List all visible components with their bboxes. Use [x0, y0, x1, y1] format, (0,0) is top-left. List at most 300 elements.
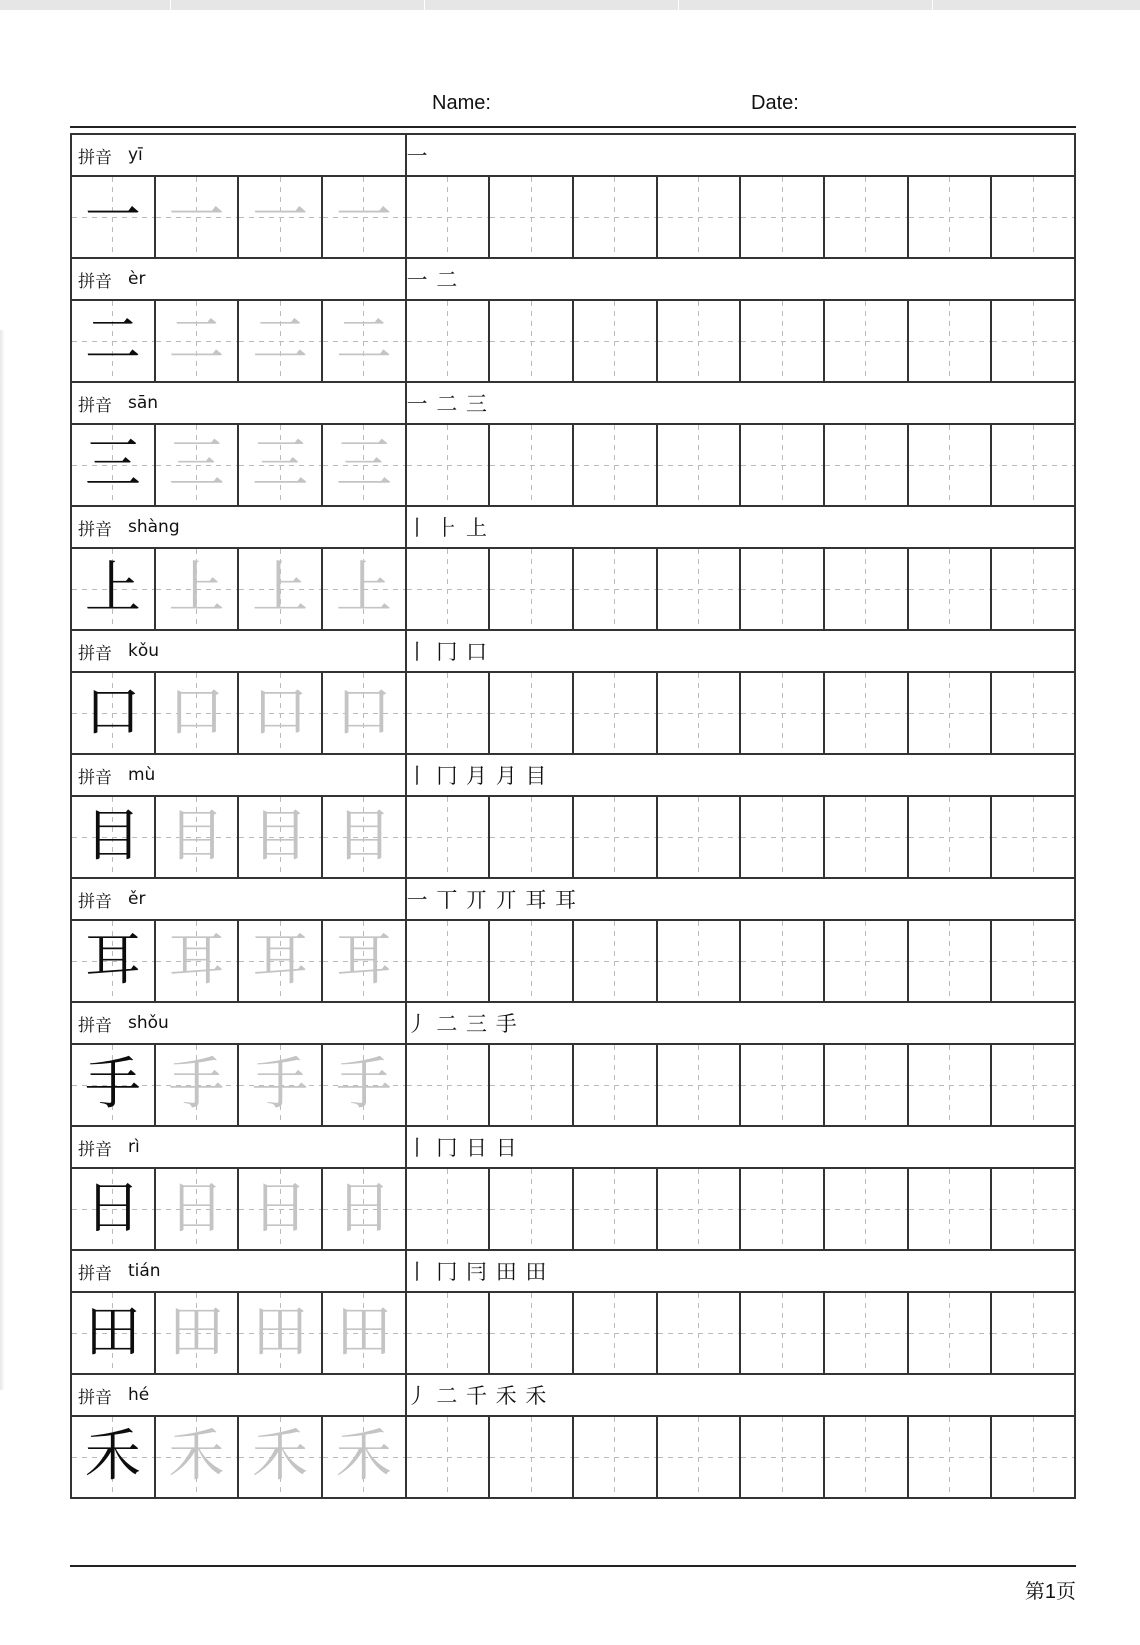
practice-cell[interactable]	[992, 1169, 1074, 1249]
practice-cell[interactable]	[407, 425, 489, 505]
practice-box[interactable]	[489, 424, 573, 506]
practice-cell[interactable]	[574, 921, 656, 1001]
practice-box[interactable]	[406, 424, 490, 506]
trace-character: 三	[239, 425, 321, 505]
trace-character: 日	[239, 1169, 321, 1249]
practice-cell[interactable]	[490, 797, 572, 877]
practice-cell[interactable]	[909, 425, 991, 505]
practice-box[interactable]	[406, 796, 490, 878]
practice-cell[interactable]	[992, 425, 1074, 505]
trace-box	[238, 176, 322, 258]
stroke-order: 丨 冂 口	[406, 630, 1075, 672]
practice-cell[interactable]	[825, 1293, 907, 1373]
practice-cell[interactable]	[909, 1293, 991, 1373]
practice-box[interactable]	[824, 796, 908, 878]
practice-cell[interactable]	[741, 1045, 823, 1125]
practice-cell[interactable]	[407, 673, 489, 753]
practice-box[interactable]	[991, 796, 1075, 878]
pinyin-text: hé	[128, 1385, 150, 1405]
stroke-order: 一 丅 丌 丌 耳 耳	[406, 878, 1075, 920]
stroke-order: 一 二 三	[406, 382, 1075, 424]
model-character: 耳	[72, 921, 154, 1001]
practice-box[interactable]	[657, 548, 741, 630]
practice-box[interactable]	[740, 424, 824, 506]
practice-box[interactable]	[908, 672, 992, 754]
footer-rule	[70, 1565, 1076, 1567]
practice-cell[interactable]	[909, 177, 991, 257]
practice-box[interactable]	[657, 1044, 741, 1126]
pinyin-text: shàng	[128, 517, 180, 537]
tab-segment	[679, 0, 933, 10]
practice-cell[interactable]	[574, 549, 656, 629]
practice-box[interactable]	[824, 1044, 908, 1126]
trace-character: 手	[156, 1045, 238, 1125]
practice-box[interactable]	[824, 300, 908, 382]
practice-box[interactable]	[908, 796, 992, 878]
practice-cell[interactable]	[992, 797, 1074, 877]
practice-box[interactable]	[406, 176, 490, 258]
practice-box[interactable]	[740, 300, 824, 382]
practice-box[interactable]	[991, 300, 1075, 382]
practice-box[interactable]	[657, 672, 741, 754]
pinyin-cell	[71, 506, 406, 548]
practice-cell[interactable]	[407, 301, 489, 381]
practice-box[interactable]	[489, 1044, 573, 1126]
pinyin-text: rì	[128, 1137, 140, 1157]
practice-box[interactable]	[824, 1292, 908, 1374]
practice-box[interactable]	[740, 1292, 824, 1374]
practice-box[interactable]	[824, 424, 908, 506]
practice-box[interactable]	[991, 672, 1075, 754]
trace-character: 日	[156, 1169, 238, 1249]
pinyin-text: shǒu	[128, 1013, 169, 1033]
pinyin-cell	[71, 1126, 406, 1168]
trace-box	[238, 1168, 322, 1250]
practice-cell[interactable]	[658, 549, 740, 629]
model-box	[71, 176, 155, 258]
practice-box[interactable]	[406, 1292, 490, 1374]
practice-cell[interactable]	[992, 1417, 1074, 1497]
practice-cell[interactable]	[574, 301, 656, 381]
practice-cell[interactable]	[992, 1045, 1074, 1125]
practice-cell[interactable]	[825, 921, 907, 1001]
practice-box[interactable]	[573, 1292, 657, 1374]
practice-box[interactable]	[991, 920, 1075, 1002]
model-character: 目	[72, 797, 154, 877]
trace-box	[238, 300, 322, 382]
practice-box[interactable]	[573, 300, 657, 382]
practice-box[interactable]	[740, 548, 824, 630]
trace-box	[155, 1416, 239, 1498]
practice-cell[interactable]	[825, 1045, 907, 1125]
pinyin-row	[71, 506, 1075, 548]
model-box	[71, 796, 155, 878]
trace-character: 口	[156, 673, 238, 753]
practice-box[interactable]	[740, 176, 824, 258]
trace-box	[155, 176, 239, 258]
practice-box[interactable]	[908, 300, 992, 382]
practice-cell[interactable]	[574, 425, 656, 505]
trace-box	[238, 1416, 322, 1498]
practice-cell[interactable]	[490, 673, 572, 753]
character-row	[71, 1416, 1075, 1498]
practice-cell[interactable]	[741, 177, 823, 257]
trace-box	[155, 1044, 239, 1126]
practice-cell[interactable]	[825, 797, 907, 877]
trace-character: 口	[323, 673, 405, 753]
practice-cell[interactable]	[490, 301, 572, 381]
practice-box[interactable]	[991, 1168, 1075, 1250]
trace-character: 上	[323, 549, 405, 629]
practice-box[interactable]	[573, 548, 657, 630]
practice-cell[interactable]	[658, 1045, 740, 1125]
practice-box[interactable]	[991, 176, 1075, 258]
practice-box[interactable]	[657, 424, 741, 506]
trace-character: 田	[156, 1293, 238, 1373]
tab-segment	[0, 0, 171, 10]
pinyin-row	[71, 878, 1075, 920]
practice-cell[interactable]	[741, 1293, 823, 1373]
practice-cell[interactable]	[407, 1045, 489, 1125]
pinyin-text: yī	[128, 145, 143, 165]
pinyin-label: 拼音	[78, 519, 112, 540]
trace-box	[322, 300, 406, 382]
practice-cell[interactable]	[825, 177, 907, 257]
practice-cell[interactable]	[992, 549, 1074, 629]
practice-cell[interactable]	[490, 1417, 572, 1497]
practice-cell[interactable]	[741, 1169, 823, 1249]
practice-box[interactable]	[406, 920, 490, 1002]
practice-box[interactable]	[657, 176, 741, 258]
practice-cell[interactable]	[658, 177, 740, 257]
trace-character: 目	[323, 797, 405, 877]
pinyin-label: 拼音	[78, 1139, 112, 1160]
trace-box	[238, 1292, 322, 1374]
trace-character: 二	[323, 301, 405, 381]
trace-box	[155, 1168, 239, 1250]
pinyin-text: èr	[128, 269, 146, 289]
practice-cell[interactable]	[909, 1045, 991, 1125]
practice-box[interactable]	[657, 1168, 741, 1250]
practice-cell[interactable]	[574, 177, 656, 257]
trace-character: 目	[239, 797, 321, 877]
model-character: 一	[72, 177, 154, 257]
practice-box[interactable]	[991, 1416, 1075, 1498]
trace-character: 一	[239, 177, 321, 257]
stroke-order: 一 二	[406, 258, 1075, 300]
practice-cell[interactable]	[574, 1293, 656, 1373]
practice-cell[interactable]	[825, 549, 907, 629]
tab-segment	[425, 0, 679, 10]
practice-box[interactable]	[740, 672, 824, 754]
pinyin-label: 拼音	[78, 1263, 112, 1284]
character-row	[71, 176, 1075, 258]
practice-box[interactable]	[406, 1044, 490, 1126]
practice-box[interactable]	[740, 1416, 824, 1498]
model-box	[71, 1044, 155, 1126]
practice-cell[interactable]	[407, 177, 489, 257]
practice-cell[interactable]	[992, 1293, 1074, 1373]
practice-box[interactable]	[406, 1168, 490, 1250]
trace-box	[238, 424, 322, 506]
practice-box[interactable]	[406, 672, 490, 754]
practice-box[interactable]	[657, 300, 741, 382]
pinyin-text: sān	[128, 393, 159, 413]
pinyin-cell	[71, 630, 406, 672]
practice-cell[interactable]	[490, 425, 572, 505]
practice-box[interactable]	[908, 1168, 992, 1250]
stroke-order: 一	[406, 134, 1075, 176]
practice-cell[interactable]	[825, 425, 907, 505]
practice-cell[interactable]	[992, 921, 1074, 1001]
practice-box[interactable]	[908, 176, 992, 258]
pinyin-row	[71, 258, 1075, 300]
trace-box	[322, 424, 406, 506]
practice-cell[interactable]	[741, 1417, 823, 1497]
character-row	[71, 796, 1075, 878]
practice-box[interactable]	[489, 1416, 573, 1498]
practice-cell[interactable]	[407, 1417, 489, 1497]
practice-box[interactable]	[489, 176, 573, 258]
practice-cell[interactable]	[825, 301, 907, 381]
practice-cell[interactable]	[909, 1417, 991, 1497]
practice-box[interactable]	[740, 1044, 824, 1126]
practice-cell[interactable]	[825, 1169, 907, 1249]
model-character: 口	[72, 673, 154, 753]
model-box	[71, 920, 155, 1002]
pinyin-label: 拼音	[78, 395, 112, 416]
stroke-order: 丨 冂 冃 田 田	[406, 1250, 1075, 1292]
stroke-order: 丿 二 三 手	[406, 1002, 1075, 1044]
trace-box	[238, 548, 322, 630]
practice-cell[interactable]	[909, 921, 991, 1001]
practice-cell[interactable]	[574, 673, 656, 753]
practice-box[interactable]	[489, 300, 573, 382]
practice-box[interactable]	[489, 672, 573, 754]
pinyin-cell	[71, 134, 406, 176]
practice-box[interactable]	[824, 1168, 908, 1250]
model-character: 田	[72, 1293, 154, 1373]
model-character: 日	[72, 1169, 154, 1249]
trace-character: 日	[323, 1169, 405, 1249]
trace-character: 手	[323, 1045, 405, 1125]
practice-cell[interactable]	[490, 921, 572, 1001]
practice-box[interactable]	[740, 920, 824, 1002]
pinyin-cell	[71, 258, 406, 300]
pinyin-cell	[71, 1374, 406, 1416]
practice-cell[interactable]	[490, 1045, 572, 1125]
practice-cell[interactable]	[574, 1045, 656, 1125]
practice-box[interactable]	[824, 176, 908, 258]
practice-cell[interactable]	[741, 425, 823, 505]
practice-cell[interactable]	[909, 549, 991, 629]
pinyin-row	[71, 382, 1075, 424]
trace-character: 目	[156, 797, 238, 877]
model-box	[71, 1292, 155, 1374]
model-box	[71, 1168, 155, 1250]
model-character: 禾	[72, 1417, 154, 1497]
practice-box[interactable]	[740, 796, 824, 878]
practice-cell[interactable]	[574, 1417, 656, 1497]
trace-character: 二	[239, 301, 321, 381]
practice-box[interactable]	[573, 424, 657, 506]
practice-box[interactable]	[573, 176, 657, 258]
practice-cell[interactable]	[574, 797, 656, 877]
practice-cell[interactable]	[407, 797, 489, 877]
practice-box[interactable]	[908, 1292, 992, 1374]
trace-character: 禾	[239, 1417, 321, 1497]
practice-box[interactable]	[489, 548, 573, 630]
trace-character: 一	[156, 177, 238, 257]
practice-cell[interactable]	[741, 549, 823, 629]
page-edge-shadow	[0, 330, 5, 1390]
practice-cell[interactable]	[909, 301, 991, 381]
practice-box[interactable]	[489, 1292, 573, 1374]
pinyin-row	[71, 630, 1075, 672]
practice-box[interactable]	[573, 1416, 657, 1498]
practice-cell[interactable]	[741, 797, 823, 877]
practice-box[interactable]	[489, 796, 573, 878]
practice-box[interactable]	[573, 796, 657, 878]
stroke-order: 丿 二 千 禾 禾	[406, 1374, 1075, 1416]
pinyin-text: mù	[128, 765, 156, 785]
page-number: 第1页	[1024, 1581, 1076, 1603]
pinyin-label: 拼音	[78, 1387, 112, 1408]
practice-cell[interactable]	[407, 1293, 489, 1373]
trace-character: 上	[239, 549, 321, 629]
practice-cell[interactable]	[658, 921, 740, 1001]
model-box	[71, 1416, 155, 1498]
practice-box[interactable]	[573, 1168, 657, 1250]
pinyin-cell	[71, 382, 406, 424]
trace-box	[322, 1044, 406, 1126]
model-box	[71, 548, 155, 630]
model-box	[71, 424, 155, 506]
practice-cell[interactable]	[658, 1293, 740, 1373]
practice-box[interactable]	[991, 1044, 1075, 1126]
practice-box[interactable]	[657, 920, 741, 1002]
trace-character: 一	[323, 177, 405, 257]
practice-cell[interactable]	[658, 1417, 740, 1497]
practice-box[interactable]	[573, 920, 657, 1002]
trace-box	[238, 920, 322, 1002]
practice-box[interactable]	[657, 796, 741, 878]
practice-box[interactable]	[489, 1168, 573, 1250]
trace-character: 二	[156, 301, 238, 381]
name-label: Name:	[432, 92, 491, 114]
practice-cell[interactable]	[825, 673, 907, 753]
practice-cell[interactable]	[741, 301, 823, 381]
practice-cell[interactable]	[825, 1417, 907, 1497]
practice-box[interactable]	[991, 548, 1075, 630]
practice-box[interactable]	[908, 548, 992, 630]
practice-box[interactable]	[908, 1416, 992, 1498]
trace-character: 三	[323, 425, 405, 505]
practice-box[interactable]	[573, 1044, 657, 1126]
practice-cell[interactable]	[490, 549, 572, 629]
practice-cell[interactable]	[658, 301, 740, 381]
practice-box[interactable]	[991, 1292, 1075, 1374]
practice-cell[interactable]	[407, 1169, 489, 1249]
character-row	[71, 300, 1075, 382]
practice-box[interactable]	[489, 920, 573, 1002]
model-character: 三	[72, 425, 154, 505]
date-label: Date:	[751, 92, 799, 114]
pinyin-row	[71, 754, 1075, 796]
practice-box[interactable]	[573, 672, 657, 754]
practice-cell[interactable]	[490, 177, 572, 257]
practice-box[interactable]	[406, 300, 490, 382]
trace-box	[238, 672, 322, 754]
practice-box[interactable]	[908, 424, 992, 506]
trace-box	[155, 424, 239, 506]
practice-box[interactable]	[824, 672, 908, 754]
trace-box	[155, 300, 239, 382]
trace-character: 耳	[156, 921, 238, 1001]
practice-cell[interactable]	[992, 177, 1074, 257]
model-box	[71, 300, 155, 382]
practice-box[interactable]	[908, 1044, 992, 1126]
practice-cell[interactable]	[909, 1169, 991, 1249]
practice-cell[interactable]	[992, 673, 1074, 753]
practice-cell[interactable]	[909, 797, 991, 877]
practice-box[interactable]	[406, 1416, 490, 1498]
trace-box	[155, 796, 239, 878]
practice-cell[interactable]	[407, 549, 489, 629]
practice-box[interactable]	[406, 548, 490, 630]
practice-box[interactable]	[657, 1416, 741, 1498]
trace-box	[322, 672, 406, 754]
tab-segment	[171, 0, 425, 10]
practice-box[interactable]	[824, 1416, 908, 1498]
trace-character: 口	[239, 673, 321, 753]
practice-box[interactable]	[657, 1292, 741, 1374]
trace-box	[322, 1292, 406, 1374]
practice-cell[interactable]	[658, 673, 740, 753]
trace-character: 上	[156, 549, 238, 629]
practice-cell[interactable]	[658, 797, 740, 877]
character-row	[71, 424, 1075, 506]
trace-character: 禾	[156, 1417, 238, 1497]
practice-box[interactable]	[991, 424, 1075, 506]
pinyin-cell	[71, 1002, 406, 1044]
practice-cell[interactable]	[658, 425, 740, 505]
pinyin-label: 拼音	[78, 1015, 112, 1036]
practice-cell[interactable]	[658, 1169, 740, 1249]
practice-cell[interactable]	[992, 301, 1074, 381]
pinyin-label: 拼音	[78, 767, 112, 788]
trace-box	[155, 1292, 239, 1374]
practice-cell[interactable]	[407, 921, 489, 1001]
character-row	[71, 1292, 1075, 1374]
trace-character: 耳	[239, 921, 321, 1001]
practice-box[interactable]	[908, 920, 992, 1002]
character-row	[71, 672, 1075, 754]
practice-cell[interactable]	[741, 673, 823, 753]
practice-box[interactable]	[740, 1168, 824, 1250]
model-box	[71, 672, 155, 754]
practice-cell[interactable]	[490, 1169, 572, 1249]
practice-cell[interactable]	[741, 921, 823, 1001]
practice-box[interactable]	[824, 920, 908, 1002]
practice-cell[interactable]	[909, 673, 991, 753]
practice-cell[interactable]	[490, 1293, 572, 1373]
pinyin-text: kǒu	[128, 641, 160, 661]
pinyin-row	[71, 134, 1075, 176]
practice-cell[interactable]	[574, 1169, 656, 1249]
practice-box[interactable]	[824, 548, 908, 630]
model-character: 上	[72, 549, 154, 629]
